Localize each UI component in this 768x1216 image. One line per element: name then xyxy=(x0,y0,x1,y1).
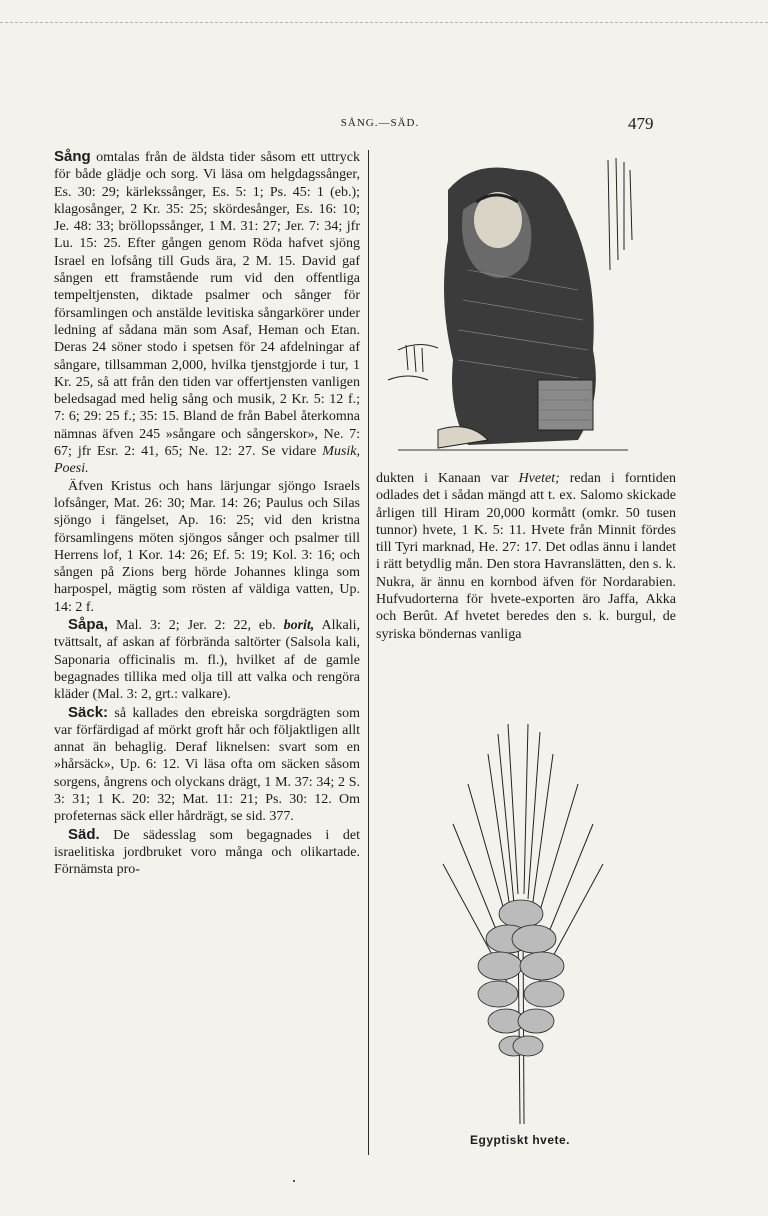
entry-text: redan i forntiden odlades det i sådan mängd att t. ex. Salomo skickade årligen till Hiram 20,000 kormått (omkr. 50 tusen tunnor) hvete, 1 K. 5: 11. Hvete från Minnit fördes till Tyri marknad, He. 27: 17. Det odlas ännu i landet i rätt betydlig mån. Den stora Havranslätten, den s. k. Nukra, är ännu en kornbod äfven för Nordarabien. Hufvudorterna för hvete-exporten äro Jaffa, Akka och Berût. Af hvetet beredes den s. k. burgul, de syriska böndernas vanliga xyxy=(376,471,677,642)
print-speck xyxy=(293,1180,295,1182)
page-top-rule xyxy=(0,22,768,23)
paragraph xyxy=(54,478,360,616)
emphasis: Hvetet; xyxy=(518,471,560,486)
entry-term: Säd. xyxy=(68,825,100,843)
running-head: SÅNG.—SÄD. xyxy=(340,117,420,129)
right-column xyxy=(376,470,676,643)
left-column xyxy=(54,148,360,878)
column-divider xyxy=(368,150,369,1155)
cross-reference: Musik, Poesi. xyxy=(54,444,360,477)
hebrew-word: borit, xyxy=(283,618,315,634)
paragraph xyxy=(376,470,676,643)
entry-text: De sädesslag som begagnades i det israelitiska jordbruket voro många och olikartade. Förnämsta pro- xyxy=(54,827,360,878)
entry-text: så kallades den ebreiska sorgdrägten som var förfärdigad af mörkt groft hår och följaktligen allt annat än behaglig. Deraf liknelsen: svart som en »hårsäck», Up. 6: 12. Vi läsa ofta om säcken såsom sorgens, ångrens och olyckans drägt, 1 M. 37: 34; 2 S. 3: 31; 1 K. 20: 32; Mat. 11: 21; Ps. 30: 12. Om profeternas säck eller hårdrägt, se sid. 377. xyxy=(54,705,360,825)
wheat-caption: Egyptiskt hvete. xyxy=(469,1133,571,1147)
entry-term: Såpa, xyxy=(68,616,109,634)
entry-text: omtalas från de äldsta tider såsom ett uttryck för både glädje och sorg. Vi läsa om helgdagssånger, Es. 30: 29; kärlekssånger, Es. 5: 1; Ps. 45: 1 (eb.); klagosånger, 2 Kr. 35: 25; skördesånger, Es. 16: 10; Je. 48: 33; bröllopssånger, 1 M. 31: 27; Jer. 7: 34; jfr Lu. 15: 25. Efter gången genom Röda hafvet sjöng Israel en lofsång till Guds ära, 2 M. 15. David gaf sången ett framstående rum vid den offentliga tempeltjensten, diktade psalmer och sånger för församlingen och anstälde levitiska sångarkörer under ledning af sådana män som Asaf, Heman och Etan. Deras 24 söner stodo i spetsen för 24 afdelningar af sångare, tillsamman 2,000, hvilka tjenstgjorde i tur, 1 Kr. 25, så att från den tiden var offertjensten vanligen beledsagad med helig sång och musik, 2 Kr. 5: 12 f.; 7: 6; 29: 25 f.; 35: 15. Bland de från Babel återkomna nämnas äfven 245 »sångare och sångerskor», Ne. 7: 67; jfr Esr. 2: 41, 65; Ne. 12: 27. Se vidare xyxy=(54,150,360,460)
entry-text: Mal. 3: 2; Jer. 2: 22, eb. xyxy=(108,618,284,634)
entry-term: Sång xyxy=(54,148,91,165)
entry-text: Äfven Kristus och hans lärjungar sjöngo Israels lofsånger, Mat. 26: 30; Mar. 14: 26; Paulus och Silas sjöngo i fängelset, Ap. 16: 25; vid den kristna församlingens möten sjöngos sånger och psalmer till Herrens lof, 1 Kor. 14: 26; Ef. 5: 19; Kol. 3: 16; och sången på Zions berg hörde Johannes klinga som harpospel, mägtig som rösten af väldiga vatten, Up. 14: 2 f. xyxy=(54,478,360,615)
page-number: 479 xyxy=(628,114,654,133)
entry-term: Säck: xyxy=(68,703,109,721)
wheat-illustration xyxy=(428,724,618,1132)
entry-text: Alkali, tvättsalt, af askan af förbrända saltörter (Salsola kali, Saponaria officinalis m. fl.), hvilket af de gamle begagnades tillika med olja till att valka och rengöra kläder (Mal. 3: 2, grt.: valkare). xyxy=(54,618,360,703)
entry-sang xyxy=(54,148,360,478)
entry-sad xyxy=(54,826,360,879)
entry-sapa xyxy=(54,616,360,703)
entry-text: dukten i Kanaan var xyxy=(376,471,519,486)
mourner-illustration xyxy=(378,150,640,465)
entry-sack xyxy=(54,704,360,826)
